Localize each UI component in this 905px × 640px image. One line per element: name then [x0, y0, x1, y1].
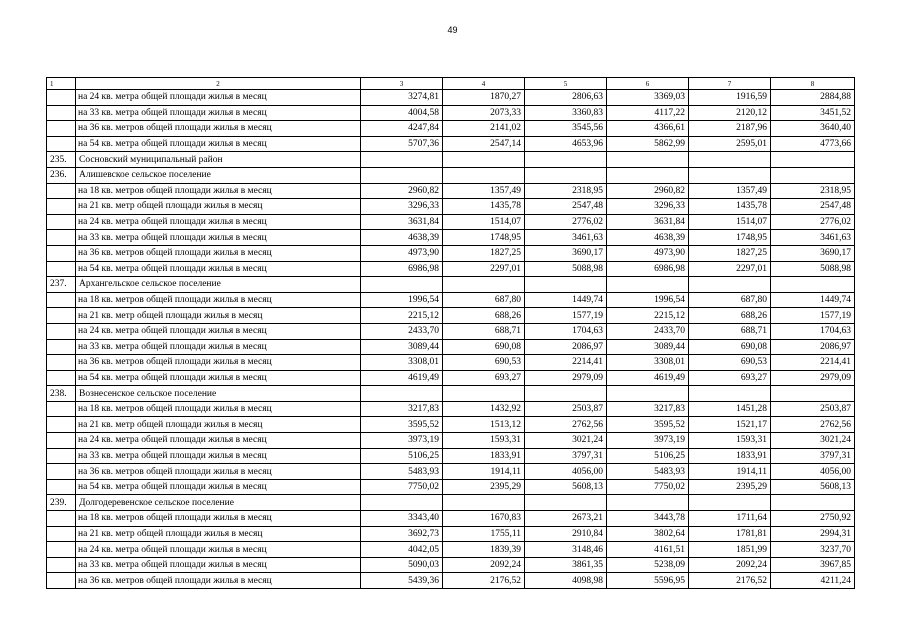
value-cell: 2910,84: [525, 526, 607, 542]
value-cell: 1914,11: [443, 464, 525, 480]
value-cell: [443, 167, 525, 183]
value-cell: 1996,54: [361, 292, 443, 308]
value-cell: 1670,83: [443, 511, 525, 527]
value-cell: [689, 495, 771, 511]
value-cell: [525, 167, 607, 183]
value-cell: 2433,70: [607, 323, 689, 339]
value-cell: 5483,93: [607, 464, 689, 480]
value-cell: 1357,49: [443, 183, 525, 199]
value-cell: 3973,19: [361, 433, 443, 449]
row-label: на 36 кв. метров общей площади жилья в месяц: [76, 464, 361, 480]
value-cell: 4619,49: [607, 370, 689, 386]
row-number: 238.: [47, 386, 76, 402]
value-cell: 3217,83: [361, 401, 443, 417]
value-cell: 5106,25: [361, 448, 443, 464]
value-cell: [361, 386, 443, 402]
value-cell: 3021,24: [771, 433, 855, 449]
value-cell: 2547,48: [771, 199, 855, 215]
value-cell: 2395,29: [443, 479, 525, 495]
value-cell: 3861,35: [525, 557, 607, 573]
value-cell: 2595,01: [689, 136, 771, 152]
row-label: на 36 кв. метров общей площади жилья в месяц: [76, 245, 361, 261]
section-title: Долгодеревенское сельское поселение: [76, 495, 361, 511]
row-label: на 36 кв. метров общей площади жилья в месяц: [76, 121, 361, 137]
column-number-cell: 1: [47, 78, 76, 90]
section-row: [47, 386, 855, 402]
table-row: [47, 433, 855, 449]
value-cell: [689, 277, 771, 293]
value-cell: 690,08: [689, 339, 771, 355]
row-number: [47, 401, 76, 417]
value-cell: 1916,59: [689, 90, 771, 106]
value-cell: [689, 386, 771, 402]
value-cell: 1833,91: [443, 448, 525, 464]
table-row: [47, 323, 855, 339]
value-cell: 3296,33: [361, 199, 443, 215]
value-cell: 1827,25: [443, 245, 525, 261]
row-label: на 24 кв. метра общей площади жилья в месяц: [76, 542, 361, 558]
value-cell: 4056,00: [771, 464, 855, 480]
row-number: [47, 308, 76, 324]
value-cell: 4638,39: [361, 230, 443, 246]
value-cell: [771, 152, 855, 168]
value-cell: 3692,73: [361, 526, 443, 542]
value-cell: 3343,40: [361, 511, 443, 527]
value-cell: 2215,12: [607, 308, 689, 324]
row-label: на 54 кв. метра общей площади жилья в месяц: [76, 479, 361, 495]
value-cell: 3296,33: [607, 199, 689, 215]
table-row: [47, 183, 855, 199]
value-cell: 1435,78: [689, 199, 771, 215]
value-cell: 3631,84: [607, 214, 689, 230]
row-number: [47, 573, 76, 589]
value-cell: 5088,98: [771, 261, 855, 277]
section-row: [47, 152, 855, 168]
value-cell: 2960,82: [607, 183, 689, 199]
value-cell: 4653,96: [525, 136, 607, 152]
value-cell: 2297,01: [689, 261, 771, 277]
value-cell: [689, 152, 771, 168]
value-cell: 4773,66: [771, 136, 855, 152]
value-cell: 4973,90: [361, 245, 443, 261]
value-cell: 2960,82: [361, 183, 443, 199]
value-cell: 2776,02: [771, 214, 855, 230]
row-number: [47, 417, 76, 433]
row-number: [47, 261, 76, 277]
value-cell: 693,27: [689, 370, 771, 386]
row-label: на 54 кв. метра общей площади жилья в месяц: [76, 136, 361, 152]
value-cell: 6986,98: [607, 261, 689, 277]
table-row: [47, 214, 855, 230]
value-cell: 5596,95: [607, 573, 689, 589]
value-cell: [443, 152, 525, 168]
table-row: [47, 105, 855, 121]
row-label: на 18 кв. метров общей площади жилья в месяц: [76, 292, 361, 308]
value-cell: 3274,81: [361, 90, 443, 106]
row-label: на 54 кв. метра общей площади жилья в месяц: [76, 261, 361, 277]
value-cell: 687,80: [443, 292, 525, 308]
value-cell: 3237,70: [771, 542, 855, 558]
value-cell: 2433,70: [361, 323, 443, 339]
value-cell: 7750,02: [361, 479, 443, 495]
value-cell: [443, 495, 525, 511]
table-row: [47, 230, 855, 246]
value-cell: 5707,36: [361, 136, 443, 152]
section-title: Алишевское сельское поселение: [76, 167, 361, 183]
value-cell: 1514,07: [443, 214, 525, 230]
table-row: [47, 401, 855, 417]
value-cell: 4004,58: [361, 105, 443, 121]
value-cell: 1514,07: [689, 214, 771, 230]
value-cell: 2547,14: [443, 136, 525, 152]
value-cell: 5862,99: [607, 136, 689, 152]
table-row: [47, 261, 855, 277]
row-label: на 21 кв. метр общей площади жилья в месяц: [76, 526, 361, 542]
row-number: [47, 121, 76, 137]
value-cell: 1748,95: [443, 230, 525, 246]
column-number-cell: 3: [361, 78, 443, 90]
row-label: на 33 кв. метра общей площади жилья в месяц: [76, 339, 361, 355]
row-label: на 54 кв. метра общей площади жилья в месяц: [76, 370, 361, 386]
value-cell: 4973,90: [607, 245, 689, 261]
value-cell: 2994,31: [771, 526, 855, 542]
value-cell: 3967,85: [771, 557, 855, 573]
row-number: [47, 479, 76, 495]
table-row: [47, 464, 855, 480]
value-cell: 690,53: [689, 355, 771, 371]
value-cell: 2214,41: [771, 355, 855, 371]
row-label: на 33 кв. метра общей площади жилья в месяц: [76, 557, 361, 573]
row-label: на 24 кв. метра общей площади жилья в месяц: [76, 323, 361, 339]
value-cell: 2503,87: [771, 401, 855, 417]
row-number: 239.: [47, 495, 76, 511]
table-row: [47, 339, 855, 355]
value-cell: 4638,39: [607, 230, 689, 246]
value-cell: [525, 386, 607, 402]
value-cell: 1704,63: [525, 323, 607, 339]
row-number: [47, 542, 76, 558]
row-number: [47, 136, 76, 152]
row-label: на 18 кв. метров общей площади жилья в месяц: [76, 511, 361, 527]
value-cell: 3308,01: [361, 355, 443, 371]
table-row: [47, 526, 855, 542]
value-cell: 1513,12: [443, 417, 525, 433]
row-number: [47, 557, 76, 573]
value-cell: 4619,49: [361, 370, 443, 386]
table-row: [47, 121, 855, 137]
table-row: [47, 355, 855, 371]
value-cell: 4042,05: [361, 542, 443, 558]
value-cell: 3631,84: [361, 214, 443, 230]
value-cell: 5106,25: [607, 448, 689, 464]
table-row: [47, 245, 855, 261]
value-cell: 1870,27: [443, 90, 525, 106]
value-cell: 4247,84: [361, 121, 443, 137]
row-number: [47, 230, 76, 246]
value-cell: 1827,25: [689, 245, 771, 261]
value-cell: 1449,74: [525, 292, 607, 308]
value-cell: 2086,97: [771, 339, 855, 355]
value-cell: 4056,00: [525, 464, 607, 480]
value-cell: 3443,78: [607, 511, 689, 527]
value-cell: 1781,81: [689, 526, 771, 542]
value-cell: 1357,49: [689, 183, 771, 199]
value-cell: 2503,87: [525, 401, 607, 417]
value-cell: [525, 277, 607, 293]
value-cell: 3595,52: [607, 417, 689, 433]
value-cell: 5608,13: [771, 479, 855, 495]
row-number: [47, 370, 76, 386]
row-label: на 33 кв. метра общей площади жилья в месяц: [76, 448, 361, 464]
value-cell: 693,27: [443, 370, 525, 386]
row-number: 235.: [47, 152, 76, 168]
section-row: [47, 167, 855, 183]
value-cell: 688,71: [443, 323, 525, 339]
value-cell: 3089,44: [607, 339, 689, 355]
value-cell: 3308,01: [607, 355, 689, 371]
value-cell: [607, 277, 689, 293]
row-number: [47, 292, 76, 308]
value-cell: [607, 495, 689, 511]
value-cell: 7750,02: [607, 479, 689, 495]
tariff-table: [46, 77, 855, 589]
value-cell: 2187,96: [689, 121, 771, 137]
value-cell: 2776,02: [525, 214, 607, 230]
value-cell: 1521,17: [689, 417, 771, 433]
value-cell: 2979,09: [771, 370, 855, 386]
value-cell: [525, 152, 607, 168]
value-cell: 2318,95: [771, 183, 855, 199]
row-number: [47, 526, 76, 542]
value-cell: [771, 495, 855, 511]
value-cell: 5238,09: [607, 557, 689, 573]
table-row: [47, 511, 855, 527]
value-cell: 5483,93: [361, 464, 443, 480]
value-cell: [689, 167, 771, 183]
value-cell: 3802,64: [607, 526, 689, 542]
row-label: на 21 кв. метр общей площади жилья в месяц: [76, 199, 361, 215]
table-row: [47, 542, 855, 558]
column-number-cell: 6: [607, 78, 689, 90]
value-cell: 5439,36: [361, 573, 443, 589]
row-number: [47, 183, 76, 199]
value-cell: 3148,46: [525, 542, 607, 558]
row-label: на 33 кв. метра общей площади жилья в месяц: [76, 230, 361, 246]
value-cell: 2215,12: [361, 308, 443, 324]
value-cell: [361, 495, 443, 511]
value-cell: 1577,19: [771, 308, 855, 324]
value-cell: 5608,13: [525, 479, 607, 495]
value-cell: 3451,52: [771, 105, 855, 121]
value-cell: 1839,39: [443, 542, 525, 558]
column-number-row: [47, 78, 855, 90]
section-title: Сосновский муниципальный район: [76, 152, 361, 168]
value-cell: 2176,52: [689, 573, 771, 589]
value-cell: [607, 386, 689, 402]
row-label: на 33 кв. метра общей площади жилья в месяц: [76, 105, 361, 121]
row-number: [47, 355, 76, 371]
value-cell: 2141,02: [443, 121, 525, 137]
table-row: [47, 370, 855, 386]
value-cell: 5088,98: [525, 261, 607, 277]
value-cell: 2884,88: [771, 90, 855, 106]
row-label: на 36 кв. метров общей площади жилья в месяц: [76, 355, 361, 371]
column-number-cell: 5: [525, 78, 607, 90]
value-cell: 2762,56: [771, 417, 855, 433]
value-cell: 4161,51: [607, 542, 689, 558]
value-cell: 1451,28: [689, 401, 771, 417]
value-cell: 3690,17: [525, 245, 607, 261]
value-cell: 3217,83: [607, 401, 689, 417]
row-number: [47, 433, 76, 449]
row-label: на 18 кв. метров общей площади жилья в месяц: [76, 183, 361, 199]
value-cell: 690,53: [443, 355, 525, 371]
value-cell: 5090,03: [361, 557, 443, 573]
value-cell: 3360,83: [525, 105, 607, 121]
value-cell: [361, 167, 443, 183]
value-cell: 1432,92: [443, 401, 525, 417]
value-cell: 3973,19: [607, 433, 689, 449]
column-number-cell: 2: [76, 78, 361, 90]
table-row: [47, 292, 855, 308]
row-number: [47, 339, 76, 355]
row-number: [47, 199, 76, 215]
row-number: [47, 448, 76, 464]
row-label: на 24 кв. метра общей площади жилья в месяц: [76, 214, 361, 230]
row-label: на 21 кв. метр общей площади жилья в месяц: [76, 308, 361, 324]
table-row: [47, 90, 855, 106]
row-number: [47, 90, 76, 106]
value-cell: 2395,29: [689, 479, 771, 495]
value-cell: 2318,95: [525, 183, 607, 199]
value-cell: 2979,09: [525, 370, 607, 386]
table-row: [47, 199, 855, 215]
value-cell: 3461,63: [771, 230, 855, 246]
value-cell: [443, 277, 525, 293]
value-cell: 2547,48: [525, 199, 607, 215]
value-cell: 2750,92: [771, 511, 855, 527]
value-cell: 688,71: [689, 323, 771, 339]
value-cell: 1711,64: [689, 511, 771, 527]
value-cell: [607, 167, 689, 183]
value-cell: [361, 152, 443, 168]
value-cell: 2092,24: [443, 557, 525, 573]
value-cell: [361, 277, 443, 293]
table-row: [47, 448, 855, 464]
value-cell: [443, 386, 525, 402]
value-cell: [771, 386, 855, 402]
value-cell: 4117,22: [607, 105, 689, 121]
value-cell: 690,08: [443, 339, 525, 355]
value-cell: 6986,98: [361, 261, 443, 277]
value-cell: 688,26: [443, 308, 525, 324]
value-cell: 687,80: [689, 292, 771, 308]
value-cell: [771, 167, 855, 183]
value-cell: 1996,54: [607, 292, 689, 308]
value-cell: 3021,24: [525, 433, 607, 449]
value-cell: 2120,12: [689, 105, 771, 121]
value-cell: 3690,17: [771, 245, 855, 261]
value-cell: 3595,52: [361, 417, 443, 433]
value-cell: 3461,63: [525, 230, 607, 246]
value-cell: 688,26: [689, 308, 771, 324]
table-row: [47, 136, 855, 152]
row-label: на 24 кв. метра общей площади жилья в месяц: [76, 433, 361, 449]
value-cell: 4366,61: [607, 121, 689, 137]
row-label: на 18 кв. метров общей площади жилья в месяц: [76, 401, 361, 417]
row-label: на 36 кв. метров общей площади жилья в месяц: [76, 573, 361, 589]
value-cell: 2762,56: [525, 417, 607, 433]
value-cell: 1833,91: [689, 448, 771, 464]
row-number: [47, 323, 76, 339]
value-cell: 1704,63: [771, 323, 855, 339]
column-number-cell: 8: [771, 78, 855, 90]
table-row: [47, 308, 855, 324]
value-cell: 3089,44: [361, 339, 443, 355]
value-cell: 4211,24: [771, 573, 855, 589]
row-label: на 21 кв. метр общей площади жилья в месяц: [76, 417, 361, 433]
table-row: [47, 417, 855, 433]
value-cell: 2214,41: [525, 355, 607, 371]
value-cell: 1435,78: [443, 199, 525, 215]
value-cell: 3369,03: [607, 90, 689, 106]
value-cell: 1449,74: [771, 292, 855, 308]
value-cell: 1593,31: [443, 433, 525, 449]
value-cell: 2176,52: [443, 573, 525, 589]
section-row: [47, 277, 855, 293]
row-number: [47, 464, 76, 480]
table-row: [47, 557, 855, 573]
row-number: [47, 105, 76, 121]
table-row: [47, 479, 855, 495]
value-cell: 2806,63: [525, 90, 607, 106]
table-row: [47, 573, 855, 589]
value-cell: 2073,33: [443, 105, 525, 121]
row-number: 236.: [47, 167, 76, 183]
value-cell: 3545,56: [525, 121, 607, 137]
column-number-cell: 4: [443, 78, 525, 90]
value-cell: 3797,31: [525, 448, 607, 464]
value-cell: 3797,31: [771, 448, 855, 464]
section-row: [47, 495, 855, 511]
value-cell: 1593,31: [689, 433, 771, 449]
value-cell: 2086,97: [525, 339, 607, 355]
value-cell: 1577,19: [525, 308, 607, 324]
section-title: Архангельское сельское поселение: [76, 277, 361, 293]
column-number-cell: 7: [689, 78, 771, 90]
value-cell: [525, 495, 607, 511]
value-cell: 4098,98: [525, 573, 607, 589]
row-number: [47, 511, 76, 527]
section-title: Вознесенское сельское поселение: [76, 386, 361, 402]
value-cell: 2297,01: [443, 261, 525, 277]
value-cell: 2092,24: [689, 557, 771, 573]
value-cell: 1851,99: [689, 542, 771, 558]
page-number: 49: [447, 25, 458, 35]
row-number: [47, 214, 76, 230]
row-number: 237.: [47, 277, 76, 293]
value-cell: 2673,21: [525, 511, 607, 527]
value-cell: 1755,11: [443, 526, 525, 542]
value-cell: 1748,95: [689, 230, 771, 246]
value-cell: [771, 277, 855, 293]
value-cell: [607, 152, 689, 168]
row-number: [47, 245, 76, 261]
value-cell: 3640,40: [771, 121, 855, 137]
value-cell: 1914,11: [689, 464, 771, 480]
row-label: на 24 кв. метра общей площади жилья в месяц: [76, 90, 361, 106]
